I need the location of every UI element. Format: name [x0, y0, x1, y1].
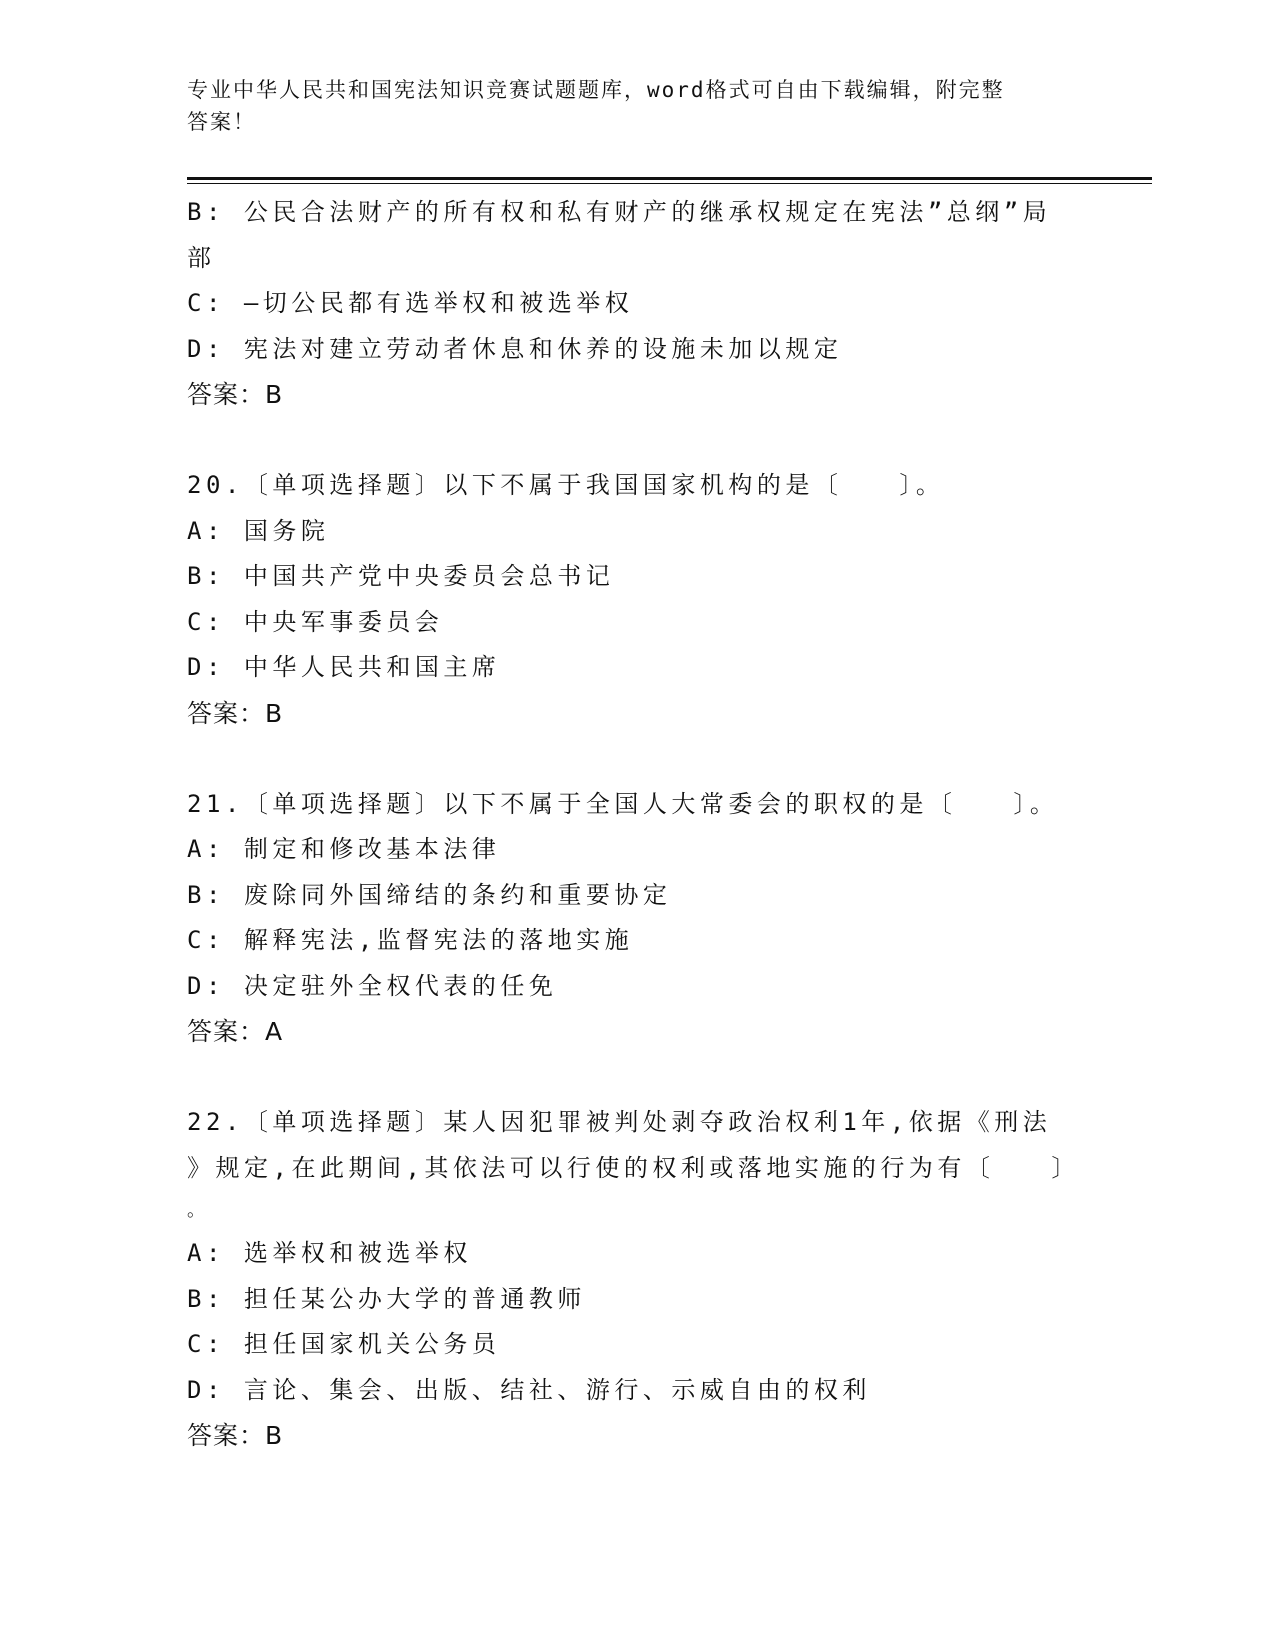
- question-22: [187, 1100, 1117, 1459]
- option-c: C: 解释宪法,监督宪法的落地实施: [187, 926, 634, 954]
- question-stem-line-3: 。: [187, 1200, 210, 1221]
- option-b-line-1: B: 公民合法财产的所有权和私有财产的继承权规定在宪法”总纲”局: [187, 198, 1052, 226]
- header-line-1: 专业中华人民共和国宪法知识竞赛试题题库，word格式可自由下载编辑，附完整: [187, 78, 1005, 102]
- answer: 答案：A: [187, 1017, 284, 1046]
- option-c: C: 担任国家机关公务员: [187, 1330, 501, 1358]
- header-line-2: 答案！: [187, 110, 256, 134]
- option-c: C: 中央军事委员会: [187, 607, 444, 636]
- question-19-tail: [187, 190, 1117, 418]
- question-stem: 21.〔单项选择题〕以下不属于全国人大常委会的职权的是〔 〕。: [187, 789, 1059, 818]
- header-rule-thick: [187, 177, 1152, 180]
- option-d: D: 宪法对建立劳动者休息和休养的设施未加以规定: [187, 334, 843, 363]
- question-21: [187, 782, 1117, 1056]
- answer: 答案：B: [187, 380, 284, 409]
- option-d: D: 决定驻外全权代表的任免: [187, 971, 558, 1000]
- document-header: [187, 74, 1067, 138]
- question-stem-line-1: 22.〔单项选择题〕某人因犯罪被判处剥夺政治权利1年,依据《刑法: [187, 1108, 1052, 1136]
- option-a: A: 制定和修改基本法律: [187, 835, 501, 863]
- option-d: D: 中华人民共和国主席: [187, 653, 501, 681]
- option-a: A: 选举权和被选举权: [187, 1239, 472, 1267]
- question-20: [187, 463, 1117, 737]
- question-stem: 20.〔单项选择题〕以下不属于我国国家机构的是〔 〕。: [187, 471, 945, 499]
- answer: 答案：B: [187, 698, 284, 728]
- question-stem-line-2: 》规定,在此期间,其依法可以行使的权利或落地实施的行为有〔 〕: [187, 1153, 1080, 1182]
- option-b: B: 废除同外国缔结的条约和重要协定: [187, 880, 672, 909]
- header-rule-thin: [187, 183, 1152, 184]
- answer: 答案：B: [187, 1421, 284, 1450]
- question-list: [187, 190, 1117, 1459]
- option-c: C: —切公民都有选举权和被选举权: [187, 289, 634, 317]
- option-b-line-2: 部: [187, 243, 216, 272]
- option-b: B: 担任某公办大学的普通教师: [187, 1284, 586, 1313]
- option-d: D: 言论、集会、出版、结社、游行、示威自由的权利: [187, 1375, 871, 1404]
- option-b: B: 中国共产党中央委员会总书记: [187, 562, 615, 590]
- option-a: A: 国务院: [187, 516, 330, 545]
